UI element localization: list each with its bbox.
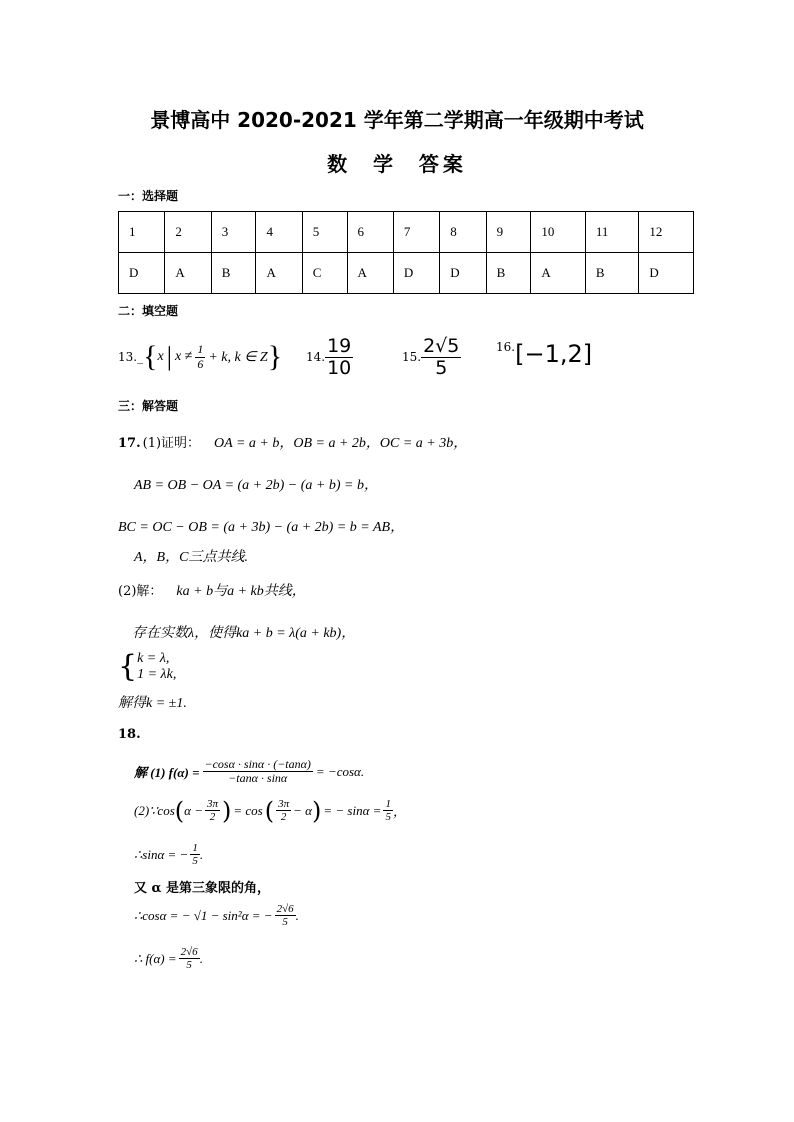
q18-l2-arg1-den: 2 [209,811,216,824]
answer-table-answer-row [119,253,694,294]
q18-l1-num: −cosα · sinα · (−tanα) [204,757,311,771]
section-title-choice: 一：选择题 [118,189,179,203]
section-title-fill: 二：填空题 [118,304,179,318]
question-number: 11 [585,212,639,253]
q17-system [118,651,176,683]
q18-l2-end: ， [392,804,406,820]
answer-14 [306,331,353,383]
q18-line-3 [134,842,203,867]
q18-l2-value-frac [383,798,393,823]
left-paren-icon: ( [264,796,275,825]
q18-l3-frac [190,842,200,867]
q13-set-var: x [157,349,164,364]
q13-tail: + k, k ∈ Z [208,349,268,365]
q17-result: 解得k = ±1. [118,696,187,711]
q18-l1-post: = −cosα. [315,763,365,779]
right-brace-icon: } [267,340,283,373]
q18-l5-pre: ∴cosα = − √1 − sin²α = − [134,907,273,923]
q17-line-3: BC = OC − OB = (a + 3b) − (a + 2b) = b = AB， [118,520,405,535]
question-number: 9 [486,212,531,253]
q15-den: 5 [435,356,448,379]
q18-l2-post: = − sinα = [323,802,382,818]
answer-cell: D [440,253,486,294]
question-number: 12 [639,212,694,253]
system-equations [137,651,176,683]
q17-eq2: 1 = λk, [137,667,177,682]
q14-label: 14. [306,350,326,364]
q15-label: 15. [402,350,422,364]
answer-cell: A [531,253,586,294]
answer-cell: D [393,253,439,294]
question-number: 10 [531,212,586,253]
question-number: 2 [165,212,211,253]
q17-line-2: AB = OB − OA = (a + 2b) − (a + b) = b， [134,478,378,493]
answer-cell: B [211,253,256,294]
q18-l6-pre: ∴ f(α) = [134,950,177,966]
q17-part1-intro: (1)证明： [142,436,201,451]
q17-line-4: A，B，C三点共线. [134,550,248,565]
answer-cell: D [119,253,165,294]
question-number: 5 [302,212,347,253]
q18-line-6 [134,946,203,971]
q15-num: 2√5 [423,334,460,357]
q13-label: 13._ [118,350,144,364]
divider-bar-icon: | [166,342,172,371]
question-number: 4 [256,212,302,253]
answer-table-number-row [119,212,694,253]
question-number: 1 [119,212,165,253]
q18-label: 18. [118,727,141,742]
answer-cell: A [165,253,211,294]
q18-line-5 [134,903,299,928]
answer-13 [118,337,282,377]
right-paren-icon: ) [222,796,232,825]
system-brace-icon: { [118,649,138,684]
q18-l5-den: 5 [282,916,288,929]
q18-l6-den: 5 [186,959,192,972]
answer-15 [402,331,461,383]
answer-cell: B [486,253,531,294]
q14-fraction [325,336,353,379]
answer-cell: C [302,253,347,294]
q18-l2-val-den: 5 [385,811,391,824]
q18-l1-pre: 解 (1) f(α) = [134,765,200,781]
q18-l2-arg1-frac [205,798,220,823]
q18-l2-val-num: 1 [385,798,391,810]
q18-l2-arg2-den: 2 [280,811,287,824]
q18-l2-mid: = cos [233,802,263,818]
answer-cell: D [639,253,694,294]
q14-den: 10 [327,356,352,379]
section-title-solve: 三：解答题 [118,399,179,413]
q18-l6-num: 2√6 [180,946,198,958]
answer-table [118,211,694,294]
answer-cell: B [585,253,639,294]
q18-l3-den: 5 [192,855,198,868]
q18-l1-den: −tanα · sinα [228,771,288,786]
q18-l1-fraction [203,758,313,785]
q17-part2-intro: (2)解： [118,584,163,599]
answer-16 [496,340,592,368]
q16-answer: [−1,2] [515,340,593,368]
q18-l3-pre: ∴sinα = − [134,846,189,862]
q17-eq1: k = λ, [137,651,170,666]
q18-l5-frac [275,903,296,928]
q13-frac-den: 6 [197,356,204,371]
question-number: 6 [347,212,393,253]
q17-vector-defs: OA = a + b，OB = a + 2b，OC = a + 3b， [214,436,468,451]
right-paren-icon: ) [312,796,322,825]
question-number: 3 [211,212,256,253]
q18-line-1 [134,758,364,785]
answer-cell: A [347,253,393,294]
q15-fraction [421,336,461,379]
q18-l2-arg2-num: 3π [278,798,290,810]
q18-l5-end: . [295,907,299,923]
q18-l2-pre: (2)∵cos [134,802,175,818]
q18-line-4: 又 α 是第三象限的角， [134,881,271,896]
q14-num: 19 [327,334,352,357]
q17-line-5 [118,580,306,600]
q18-l2-arg1-pre: α − [184,802,203,818]
q17-line-6: 存在实数λ，使得ka + b = λ(a + kb)， [132,626,356,641]
q17-collinear: ka + b与a + kb共线， [176,584,306,599]
question-number: 7 [393,212,439,253]
exam-title: 景博高中 2020-2021 学年第二学期高一年级期中考试 [150,108,644,132]
left-brace-icon: { [143,340,158,373]
q13-fraction [195,343,205,370]
q17-label: 17. [118,436,141,451]
question-number: 8 [440,212,486,253]
q18-l2-arg2-post: − α [293,802,312,818]
q18-l6-end: . [199,950,203,966]
q18-l2-arg1-num: 3π [207,798,219,810]
q18-l3-end: . [199,846,204,862]
q18-l2-arg2-frac [276,798,291,823]
q18-l5-num: 2√6 [276,903,294,915]
q18-l3-num: 1 [192,842,198,854]
q16-label: 16. [496,340,516,354]
q18-line-2 [134,798,406,823]
exam-subtitle: 数 学 答案 [327,152,467,176]
left-paren-icon: ( [174,796,185,825]
q13-frac-num: 1 [197,342,204,357]
q17-line-1 [118,432,467,452]
answer-cell: A [256,253,302,294]
q18-l6-frac [179,946,200,971]
q13-condition: x ≠ [174,349,193,364]
